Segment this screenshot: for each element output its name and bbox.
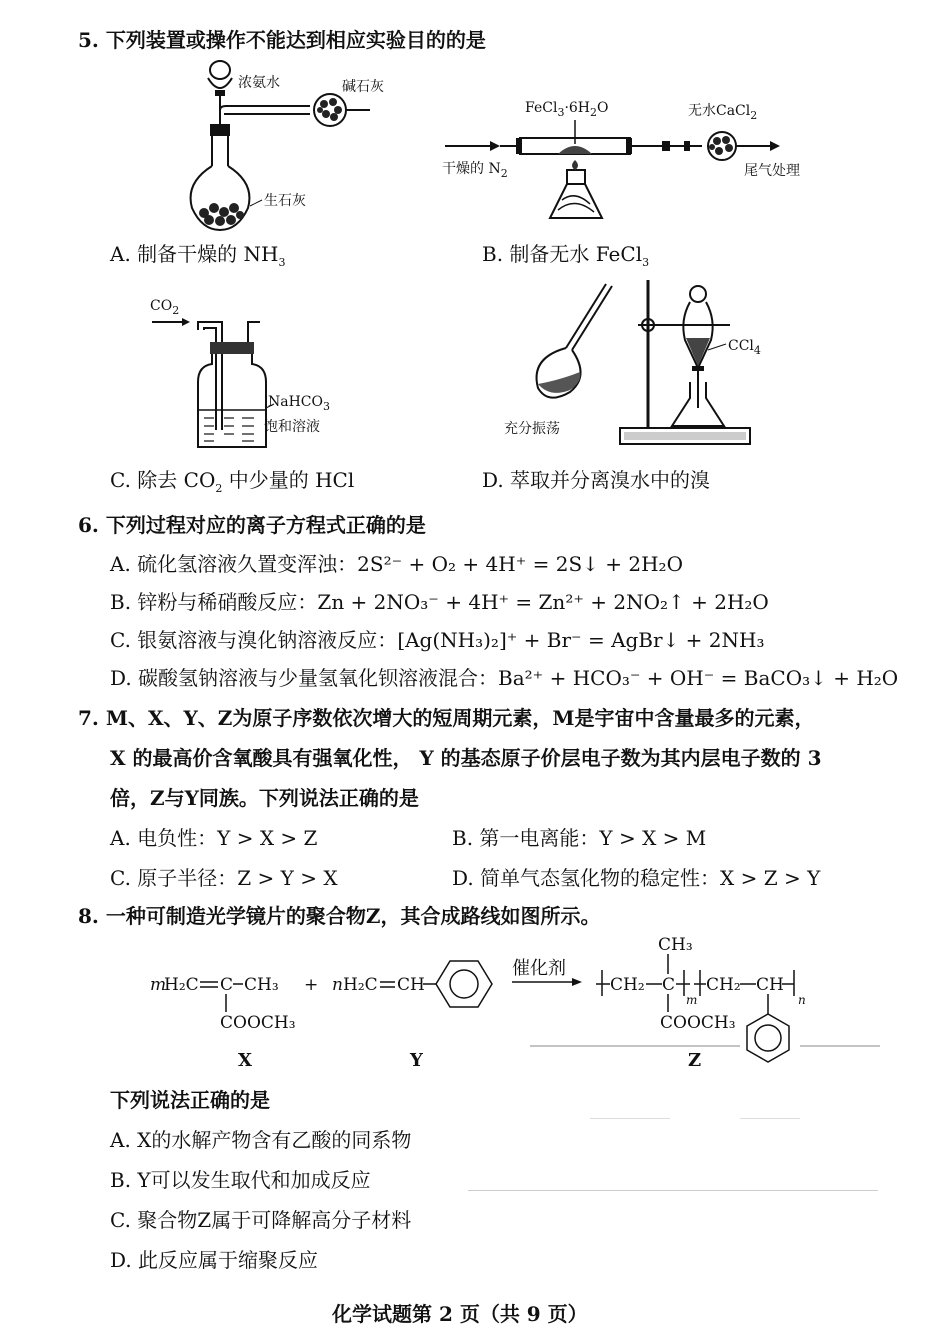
- q6-stem: 6. 下列过程对应的离子方程式正确的是: [78, 513, 426, 537]
- option-6a: A. 硫化氢溶液久置变浑浊：2S²⁻ + O₂ + 4H⁺ = 2S↓ + 2H₂O: [110, 552, 683, 576]
- label-quicklime: 生石灰: [264, 193, 306, 209]
- svg-text:COOCH₃: COOCH₃: [220, 1013, 296, 1033]
- option-8b: B. Y可以发生取代和加成反应: [110, 1168, 371, 1192]
- svg-text:m: m: [150, 975, 167, 995]
- svg-text:CH: CH: [756, 975, 784, 995]
- option-6d: D. 碳酸氢钠溶液与少量氢氧化钡溶液混合：Ba²⁺ + HCO₃⁻ + OH⁻ = BaCO₃↓ + H₂O: [110, 666, 899, 690]
- q8-sub-stem: 下列说法正确的是: [110, 1088, 270, 1112]
- label-ccl4: CCl$_4$: [728, 338, 761, 357]
- label-tail-gas: 尾气处理: [744, 163, 800, 179]
- svg-text:CH₃: CH₃: [244, 975, 279, 995]
- label-fecl3-hydrate: $FeCl_3\cdot 6H_2O$: [525, 100, 609, 119]
- catalyst-label: 催化剂: [512, 958, 566, 979]
- option-5d: D. 萃取并分离溴水中的溴: [482, 468, 711, 492]
- svg-text:m: m: [686, 993, 698, 1007]
- svg-text:CH₃: CH₃: [658, 935, 693, 955]
- option-7b: B. 第一电离能：Y > X > M: [452, 826, 707, 850]
- label-co2-inlet: $CO_2$: [150, 298, 180, 317]
- svg-text:n: n: [798, 993, 806, 1007]
- svg-text:H₂C: H₂C: [164, 975, 199, 995]
- q7-line-1: 7. M、X、Y、Z为原子序数依次增大的短周期元素，M是宇宙中含量最多的元素，: [78, 706, 815, 730]
- svg-text:C: C: [662, 975, 676, 995]
- option-7a: A. 电负性：Y > X > Z: [110, 826, 318, 850]
- apparatus-a-diagram: [180, 58, 440, 233]
- option-5b: B. 制备无水 FeCl$_3$: [482, 242, 650, 269]
- option-8d: D. 此反应属于缩聚反应: [110, 1248, 319, 1272]
- label-saturated-solution: 饱和溶液: [264, 419, 320, 435]
- option-7c: C. 原子半径：Z > Y > X: [110, 866, 338, 890]
- svg-text:CH: CH: [397, 975, 425, 995]
- apparatus-c-diagram: [150, 312, 280, 457]
- label-ammonia: 浓氨水: [238, 75, 280, 91]
- option-7d: D. 简单气态氢化物的稳定性：X > Z > Y: [452, 866, 821, 890]
- page-footer: 化学试题第 2 页（共 9 页）: [332, 1302, 588, 1326]
- label-z: Z: [688, 1050, 702, 1071]
- q5-stem: 5. 下列装置或操作不能达到相应实验目的的是: [78, 28, 486, 52]
- scan-artifact-line: [740, 1118, 800, 1119]
- svg-text:H₂C: H₂C: [343, 975, 378, 995]
- svg-text:n: n: [332, 975, 343, 995]
- option-6b: B. 锌粉与稀硝酸反应：Zn + 2NO₃⁻ + 4H⁺ = Zn²⁺ + 2NO₂↑ + 2H₂O: [110, 590, 769, 614]
- svg-text:COOCH₃: COOCH₃: [660, 1013, 736, 1033]
- scan-artifact-line: [590, 1118, 670, 1119]
- option-6c: C. 银氨溶液与溴化钠溶液反应：[Ag(NH₃)₂]⁺ + Br⁻ = AgBr↓ + 2NH₃: [110, 628, 765, 652]
- label-anhydrous-cacl2: 无水CaCl$_2$: [688, 103, 758, 122]
- svg-text:+: +: [304, 975, 319, 995]
- svg-text:CH₂: CH₂: [610, 975, 645, 995]
- q7-line-2: X 的最高价含氧酸具有强氧化性， Y 的基态原子价层电子数为其内层电子数的 3: [110, 746, 822, 770]
- label-soda-lime: 碱石灰: [342, 79, 384, 95]
- label-y: Y: [410, 1050, 423, 1071]
- option-5a: A. 制备干燥的 $NH_3$: [110, 242, 286, 269]
- q7-line-3: 倍，Z与Y同族。下列说法正确的是: [110, 786, 419, 810]
- label-x: X: [238, 1050, 252, 1071]
- label-nahco3: NaHCO$_3$: [268, 394, 330, 413]
- option-5c: C. 除去 $CO_2$ 中少量的 HCl: [110, 468, 355, 495]
- svg-text:C: C: [220, 975, 234, 995]
- option-8a: A. X的水解产物含有乙酸的同系物: [110, 1128, 412, 1152]
- scan-artifact-line: [468, 1190, 878, 1191]
- q8-stem: 8. 一种可制造光学镜片的聚合物Z，其合成路线如图所示。: [78, 904, 601, 928]
- svg-text:CH₂: CH₂: [706, 975, 741, 995]
- option-8c: C. 聚合物Z属于可降解高分子材料: [110, 1208, 412, 1232]
- label-shake: 充分振荡: [504, 421, 560, 437]
- label-dry-n2: 干燥的 $N_2$: [442, 161, 508, 180]
